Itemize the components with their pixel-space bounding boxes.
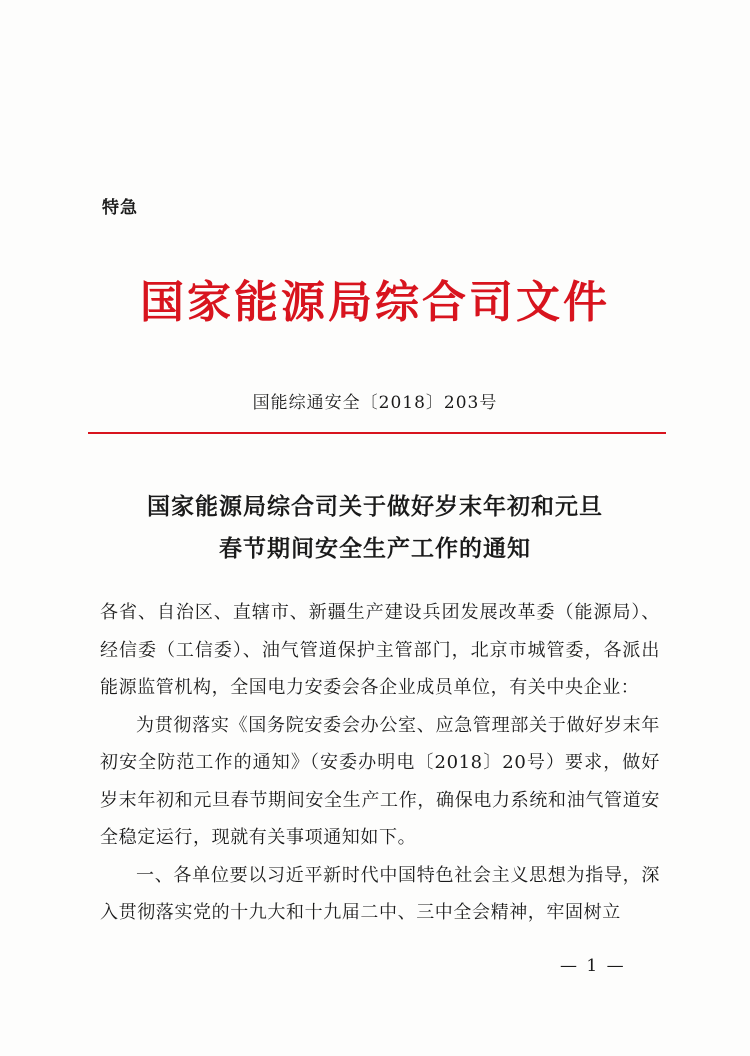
document-header-title: 国家能源局综合司文件: [140, 277, 610, 328]
document-number: 国能综通安全〔2018〕203号: [252, 393, 498, 413]
body-paragraph-1: 为贯彻落实《国务院安委会办公室、应急管理部关于做好岁末年初安全防范工作的通知》（安委办明电〔2018〕20号）要求，做好岁末年初和元旦春节期间安全生产工作，确保电力系统和油气管道安全稳定运行，现就有关事项通知如下。: [100, 714, 660, 848]
notice-title-line-1: 国家能源局综合司关于做好岁末年初和元旦: [147, 493, 603, 520]
recipients-paragraph: 各省、自治区、直辖市、新疆生产建设兵团发展改革委（能源局）、经信委（工信委）、油气管道保护主管部门，北京市城管委，各派出能源监管机构，全国电力安委会各企业成员单位，有关中央企业：: [100, 602, 660, 698]
body-paragraph-2: 一、各单位要以习近平新时代中国特色社会主义思想为指导，深入贯彻落实党的十九大和十九届二中、三中全会精神，牢固树立: [100, 864, 660, 923]
notice-title: [0, 486, 750, 570]
page-number: — 1 —: [560, 956, 626, 976]
notice-title-line-2: 春节期间安全生产工作的通知: [219, 535, 531, 562]
red-divider-line: [88, 432, 666, 434]
urgency-label: 特急: [102, 198, 138, 218]
document-body: [100, 594, 660, 932]
